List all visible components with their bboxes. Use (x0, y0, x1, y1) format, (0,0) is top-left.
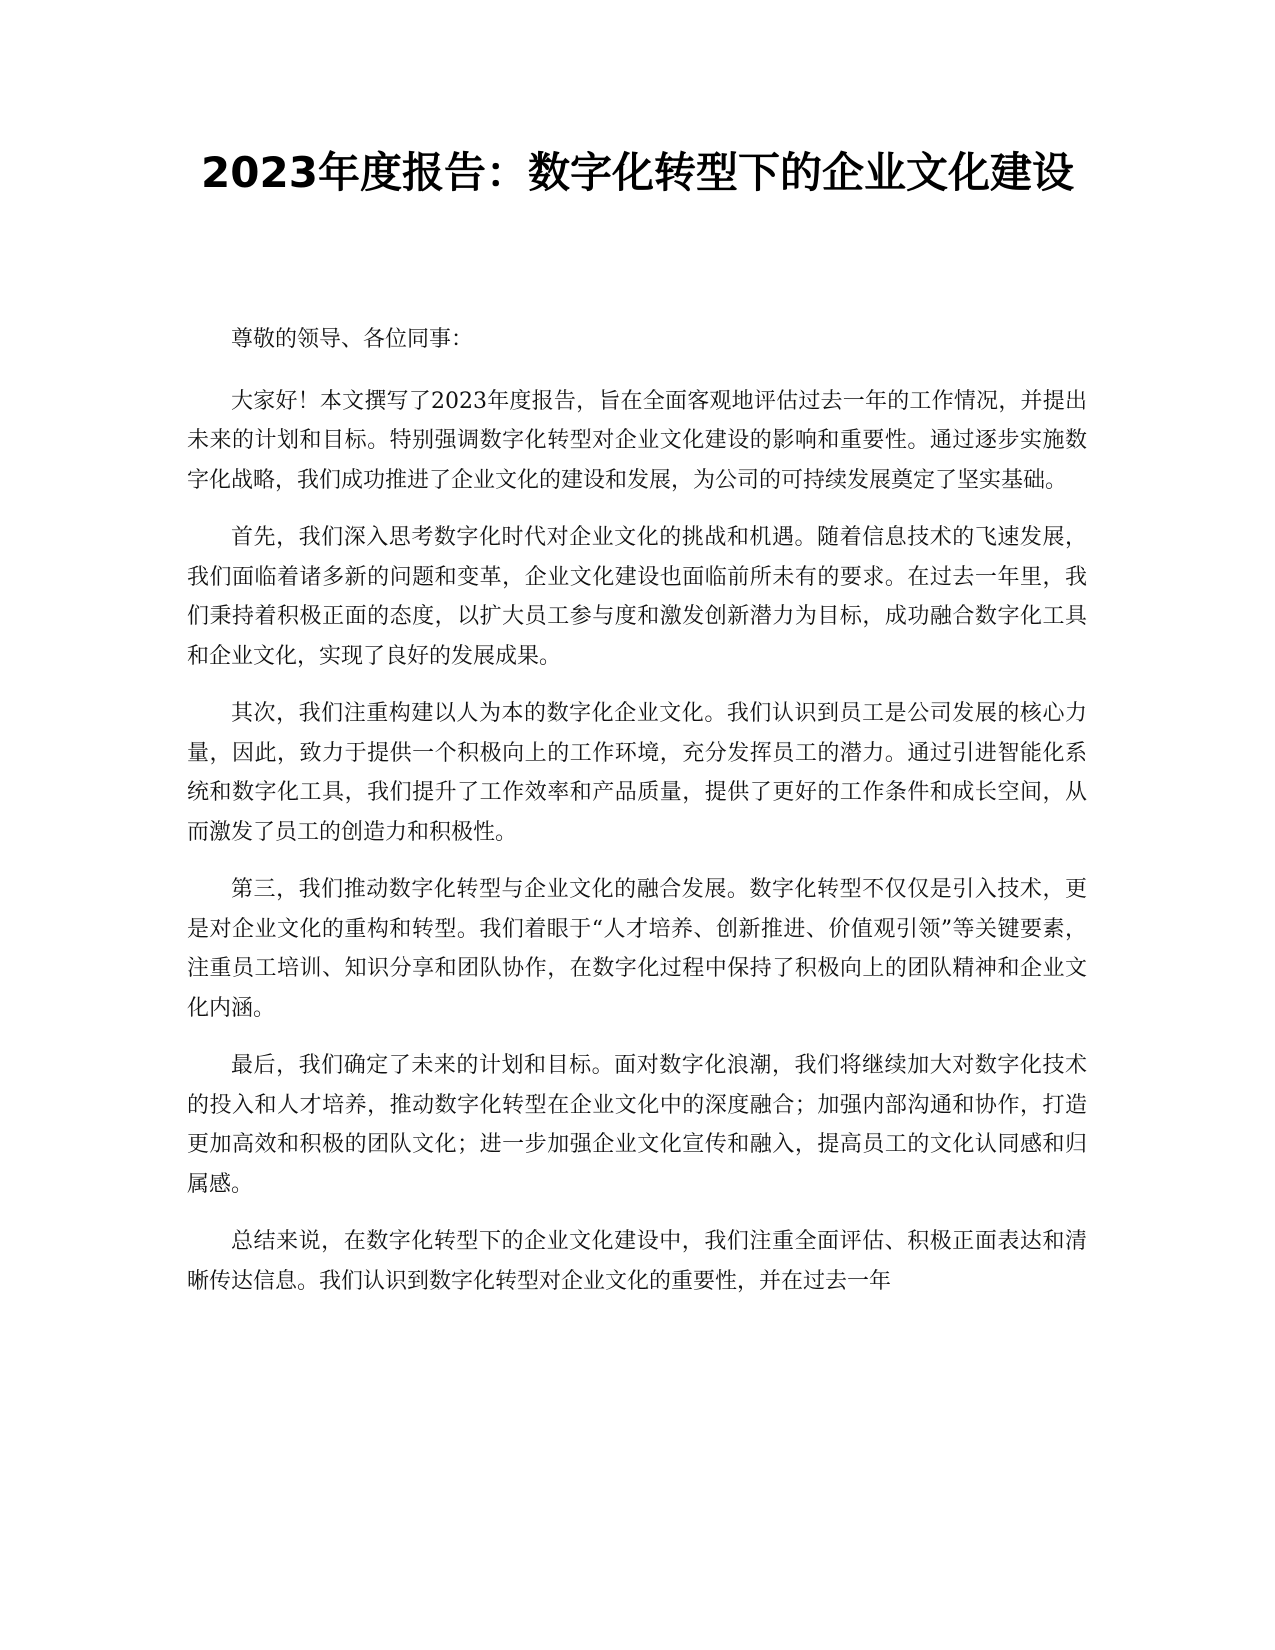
document-title: 2023年度报告：数字化转型下的企业文化建设 (201, 148, 1074, 197)
paragraph-intro: 大家好！本文撰写了2023年度报告，旨在全面客观地评估过去一年的工作情况，并提出未来的计划和目标。特别强调数字化转型对企业文化建设的影响和重要性。通过逐步实施数字化战略，我们成功推进了企业文化的建设和发展，为公司的可持续发展奠定了坚实基础。 (187, 388, 1087, 493)
document-body (187, 320, 1087, 1319)
paragraph-second: 其次，我们注重构建以人为本的数字化企业文化。我们认识到员工是公司发展的核心力量，因此，致力于提供一个积极向上的工作环境，充分发挥员工的潜力。通过引进智能化系统和数字化工具，我们提升了工作效率和产品质量，提供了更好的工作条件和成长空间，从而激发了员工的创造力和积极性。 (187, 701, 1087, 845)
paragraph-summary: 总结来说，在数字化转型下的企业文化建设中，我们注重全面评估、积极正面表达和清晰传达信息。我们认识到数字化转型对企业文化的重要性，并在过去一年 (187, 1229, 1087, 1294)
paragraph-third: 第三，我们推动数字化转型与企业文化的融合发展。数字化转型不仅仅是引入技术，更是对企业文化的重构和转型。我们着眼于“人才培养、创新推进、价值观引领”等关键要素，注重员工培训、知识分享和团队协作，在数字化过程中保持了积极向上的团队精神和企业文化内涵。 (187, 877, 1087, 1021)
paragraph-first: 首先，我们深入思考数字化时代对企业文化的挑战和机遇。随着信息技术的飞速发展，我们面临着诸多新的问题和变革，企业文化建设也面临前所未有的要求。在过去一年里，我们秉持着积极正面的态度，以扩大员工参与度和激发创新潜力为目标，成功融合数字化工具和企业文化，实现了良好的发展成果。 (187, 525, 1087, 669)
greeting-line: 尊敬的领导、各位同事： (231, 327, 474, 352)
paragraph-last: 最后，我们确定了未来的计划和目标。面对数字化浪潮，我们将继续加大对数字化技术的投入和人才培养，推动数字化转型在企业文化中的深度融合；加强内部沟通和协作，打造更加高效和积极的团队文化；进一步加强企业文化宣传和融入，提高员工的文化认同感和归属感。 (187, 1053, 1087, 1197)
